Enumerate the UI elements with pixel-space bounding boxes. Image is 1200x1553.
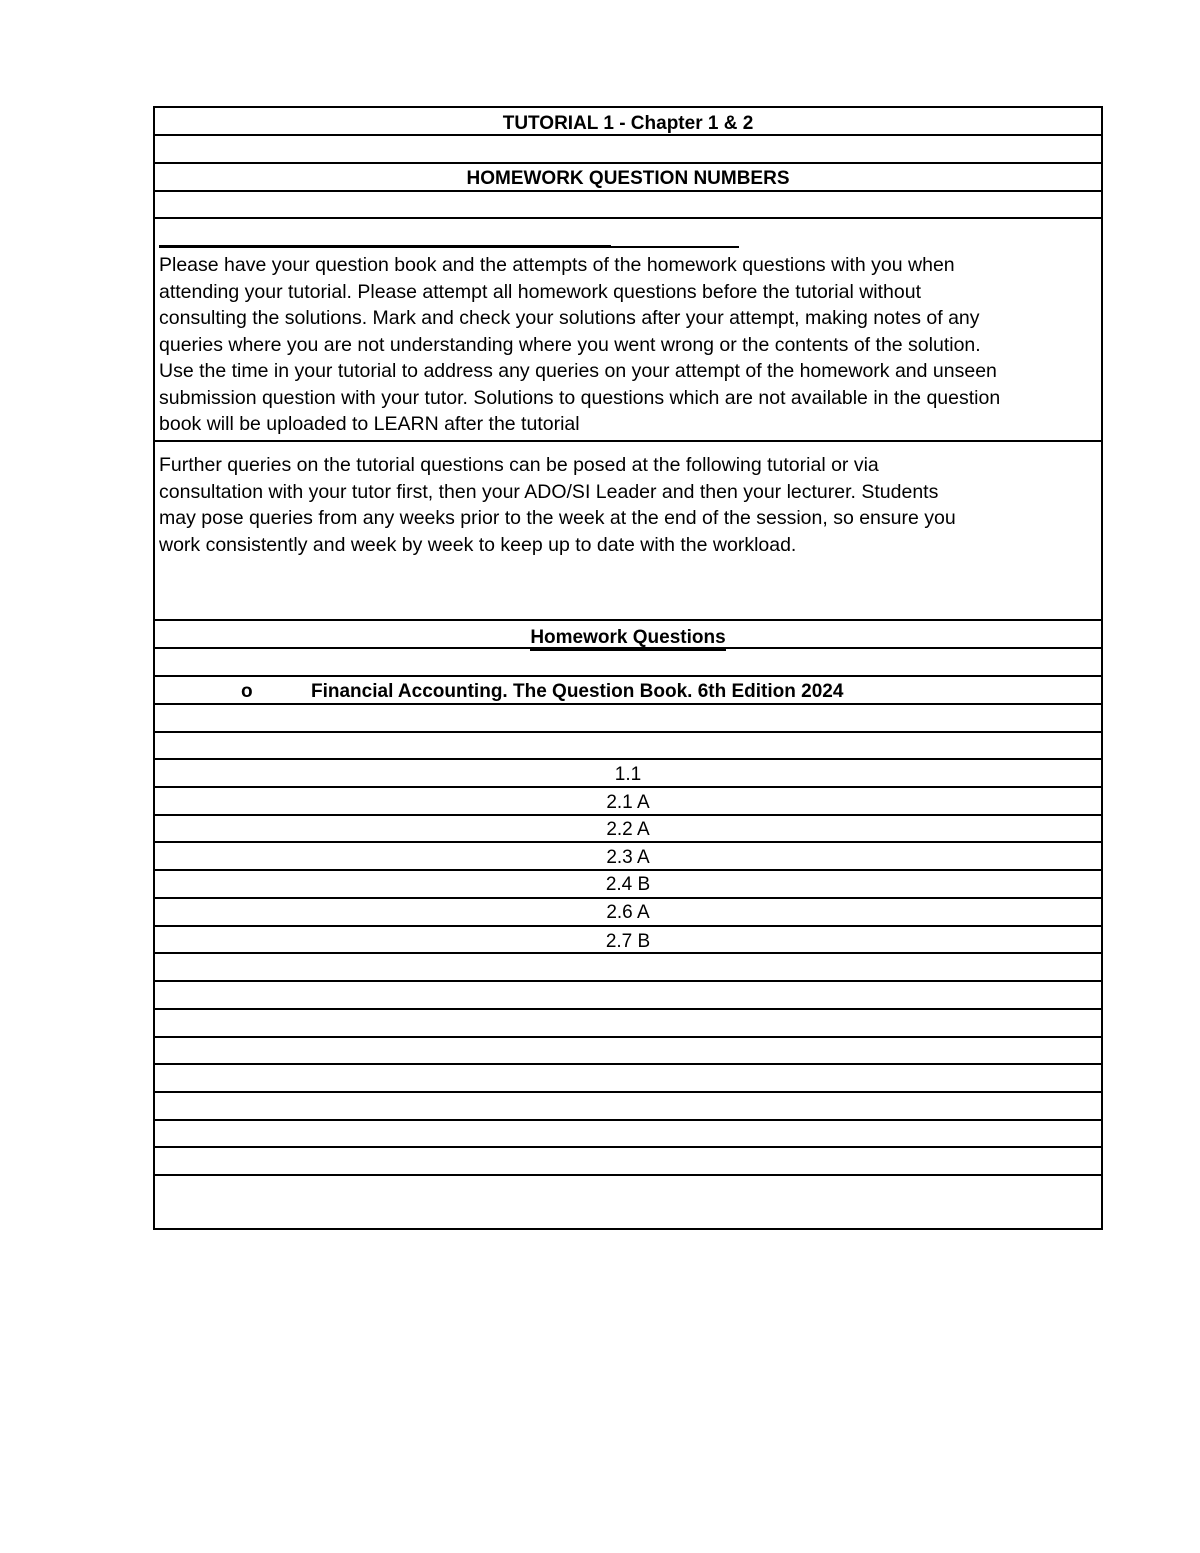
- question-number: 2.7 B: [605, 931, 651, 952]
- question-row: [155, 760, 1101, 788]
- instruction-line: consulting the solutions. Mark and check your solutions after your attempt, making notes of any: [159, 307, 980, 329]
- queries-line: consultation with your tutor first, then your ADO/SI Leader and then your lecturer. Students: [159, 480, 939, 503]
- title-row: [155, 108, 1101, 136]
- blank-row: [155, 1176, 1101, 1228]
- instructions-block: [155, 219, 1101, 442]
- instructions-paragraph: [159, 252, 1097, 438]
- instruction-line: attending your tutorial. Please attempt all homework questions before the tutorial without: [159, 280, 922, 303]
- section-title-row: [155, 164, 1101, 192]
- queries-paragraph: [159, 452, 1097, 558]
- blank-row: [155, 1148, 1101, 1176]
- instruction-line: book will be uploaded to LEARN after the tutorial: [159, 413, 580, 435]
- queries-line: may pose queries from any weeks prior to the week at the end of the session, so ensure you: [159, 507, 956, 529]
- question-number: 1.1: [614, 764, 642, 785]
- question-row: [155, 816, 1101, 843]
- question-row: [155, 871, 1101, 899]
- blank-row: [155, 733, 1101, 760]
- blank-row: [155, 1121, 1101, 1148]
- queries-line: work consistently and week by week to keep up to date with the workload.: [159, 533, 797, 556]
- bullet-marker: o: [241, 681, 253, 702]
- question-number: 2.4 B: [605, 874, 651, 895]
- queries-block: [155, 442, 1101, 621]
- question-row: [155, 843, 1101, 871]
- instruction-line: submission question with your tutor. Solutions to questions which are not available in the question: [159, 386, 1001, 409]
- blank-row: [155, 982, 1101, 1010]
- question-row: [155, 788, 1101, 816]
- question-number: 2.3 A: [606, 847, 650, 868]
- blank-row: [155, 1065, 1101, 1093]
- section-title: HOMEWORK QUESTION NUMBERS: [466, 168, 790, 189]
- question-number: 2.2 A: [606, 819, 650, 840]
- question-number: 2.1 A: [606, 792, 650, 813]
- blank-row: [155, 705, 1101, 733]
- question-number: 2.6 A: [606, 902, 650, 923]
- book-title: Financial Accounting. The Question Book. 6th Edition 2024: [311, 681, 844, 702]
- blank-row: [155, 649, 1101, 677]
- homework-heading: Homework Questions: [530, 628, 725, 651]
- instruction-line: queries where you are not understanding where you went wrong or the contents of the solution.: [159, 333, 981, 356]
- blank-row: [155, 1038, 1101, 1065]
- question-row: [155, 899, 1101, 927]
- blank-row: [155, 136, 1101, 164]
- blank-row: [155, 954, 1101, 982]
- question-row: [155, 927, 1101, 954]
- blank-row: [155, 1010, 1101, 1038]
- blank-row: [155, 1093, 1101, 1121]
- separator-rule: [159, 245, 611, 248]
- book-row: [155, 677, 1101, 705]
- separator-rule: [611, 246, 739, 248]
- instruction-line: Please have your question book and the attempts of the homework questions with you when: [159, 254, 955, 276]
- tutorial-title: TUTORIAL 1 - Chapter 1 & 2: [502, 113, 754, 134]
- tutorial-sheet: [153, 106, 1103, 1230]
- queries-line: Further queries on the tutorial questions can be posed at the following tutorial or via: [159, 454, 879, 476]
- homework-heading-row: [155, 621, 1101, 649]
- instruction-line: Use the time in your tutorial to address any queries on your attempt of the homework and unseen: [159, 360, 997, 382]
- blank-row: [155, 192, 1101, 219]
